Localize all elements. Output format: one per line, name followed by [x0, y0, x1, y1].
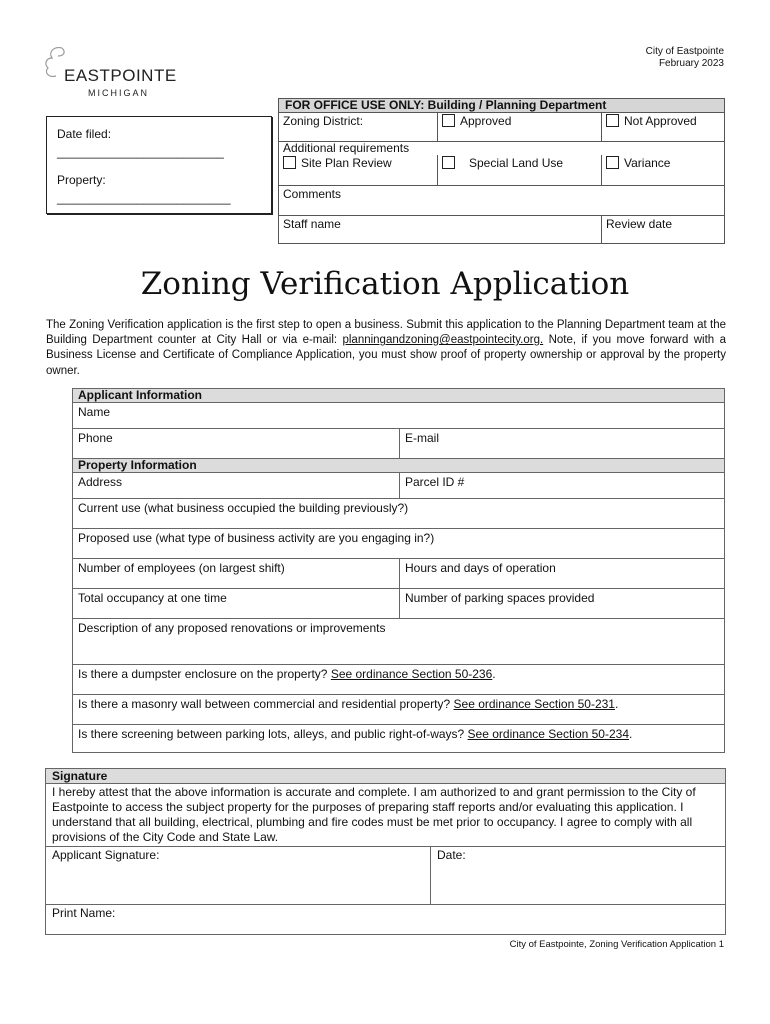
- signature-table: [45, 768, 726, 935]
- variance-option[interactable]: [602, 155, 725, 185]
- parking-field[interactable]: Number of parking spaces provided: [400, 589, 725, 619]
- property-label: Property:: [57, 173, 106, 187]
- screening-period: .: [629, 727, 633, 741]
- dumpster-question-text: Is there a dumpster enclosure on the property?: [78, 667, 331, 681]
- page-title: Zoning Verification Application: [140, 266, 630, 302]
- approved-label: Approved: [460, 114, 512, 128]
- review-date-field[interactable]: Review date: [602, 215, 725, 243]
- date-filed-label: Date filed:: [57, 127, 112, 141]
- office-use-title: FOR OFFICE USE ONLY: Building / Planning Department: [279, 99, 725, 113]
- header-info: [646, 46, 724, 70]
- site-plan-option[interactable]: [279, 155, 438, 185]
- signature-section-header: Signature: [46, 769, 726, 784]
- signature-date-field[interactable]: Date:: [431, 847, 726, 905]
- name-field[interactable]: Name: [73, 403, 725, 429]
- not-approved-checkbox[interactable]: [606, 114, 619, 127]
- hours-field[interactable]: Hours and days of operation: [400, 559, 725, 589]
- additional-requirements-label: Additional requirements: [283, 141, 410, 155]
- zoning-district-label: Zoning District:: [279, 113, 438, 142]
- screening-question-text: Is there screening between parking lots, alleys, and public right-of-ways?: [78, 727, 468, 741]
- date-filed-line[interactable]: _________________________: [57, 145, 224, 159]
- staff-name-field[interactable]: Staff name: [279, 215, 602, 243]
- date-filed-box: [46, 116, 272, 214]
- dumpster-question[interactable]: [73, 665, 725, 695]
- masonry-question-text: Is there a masonry wall between commercial and residential property?: [78, 697, 454, 711]
- approved-option[interactable]: [438, 113, 602, 142]
- additional-requirements-row: [279, 142, 725, 156]
- employees-field[interactable]: Number of employees (on largest shift): [73, 559, 400, 589]
- variance-label: Variance: [624, 156, 671, 170]
- special-land-checkbox[interactable]: [442, 156, 455, 169]
- attestation-text: I hereby attest that the above information is accurate and complete. I am authorized to and grant permission to the City of Eastpointe to access the subject property for the purposes of preparing staff reports and/or evaluating this application. I understand that all building, electrical, plumbing and fire codes must be met prior to occupancy. I agree to comply with all provisions of the City Code and State Law.: [46, 784, 726, 847]
- screening-ordinance-link[interactable]: See ordinance Section 50-234: [467, 727, 629, 741]
- header-date: February 2023: [658, 58, 724, 69]
- email-field[interactable]: E-mail: [400, 429, 725, 459]
- office-use-table: [278, 98, 725, 244]
- email-link[interactable]: planningandzoning@eastpointecity.org.: [342, 334, 544, 347]
- special-land-label: Special Land Use: [469, 156, 564, 170]
- site-plan-checkbox[interactable]: [283, 156, 296, 169]
- not-approved-label: Not Approved: [624, 114, 697, 128]
- application-form: [72, 388, 725, 753]
- logo-subtitle: MICHIGAN: [88, 88, 149, 98]
- applicant-signature-field[interactable]: Applicant Signature:: [46, 847, 431, 905]
- property-line[interactable]: __________________________: [57, 191, 231, 205]
- page-footer: City of Eastpointe, Zoning Verification Application 1: [509, 939, 724, 950]
- screening-question[interactable]: [73, 725, 725, 753]
- not-approved-option[interactable]: [602, 113, 725, 142]
- logo-name: EASTPOINTE: [64, 66, 177, 85]
- header-city: City of Eastpointe: [645, 46, 724, 57]
- applicant-section-header: Applicant Information: [73, 389, 725, 403]
- dumpster-ordinance-link[interactable]: See ordinance Section 50-236: [330, 667, 493, 681]
- print-name-field[interactable]: Print Name:: [46, 905, 726, 935]
- masonry-question[interactable]: [73, 695, 725, 725]
- intro-paragraph: [46, 318, 726, 379]
- property-section-header: Property Information: [73, 459, 725, 473]
- site-plan-label: Site Plan Review: [301, 156, 392, 170]
- approved-checkbox[interactable]: [442, 114, 455, 127]
- occupancy-field[interactable]: Total occupancy at one time: [73, 589, 400, 619]
- phone-field[interactable]: Phone: [73, 429, 400, 459]
- current-use-field[interactable]: Current use (what business occupied the building previously?): [73, 499, 725, 529]
- parcel-id-field[interactable]: Parcel ID #: [400, 473, 725, 499]
- masonry-period: .: [614, 697, 619, 711]
- renovations-field[interactable]: Description of any proposed renovations or improvements: [73, 619, 725, 665]
- special-land-option[interactable]: [438, 155, 602, 185]
- proposed-use-field[interactable]: Proposed use (what type of business activity are you engaging in?): [73, 529, 725, 559]
- address-field[interactable]: Address: [73, 473, 400, 499]
- dumpster-period: .: [492, 667, 496, 681]
- city-logo: [40, 44, 190, 104]
- variance-checkbox[interactable]: [606, 156, 619, 169]
- intro-note: Note, if you move forward with a Business License and Certificate of Compliance Application, you must show proof of property ownership or approval by the property owner.: [46, 334, 726, 377]
- masonry-ordinance-link[interactable]: See ordinance Section 50-231: [453, 697, 615, 711]
- comments-field[interactable]: Comments: [279, 185, 725, 215]
- intro-text: The Zoning Verification application is the first step to open a business. Submit this application to the Planning Department team at the Building Department counter at City Hall or via e-mail:: [46, 319, 726, 347]
